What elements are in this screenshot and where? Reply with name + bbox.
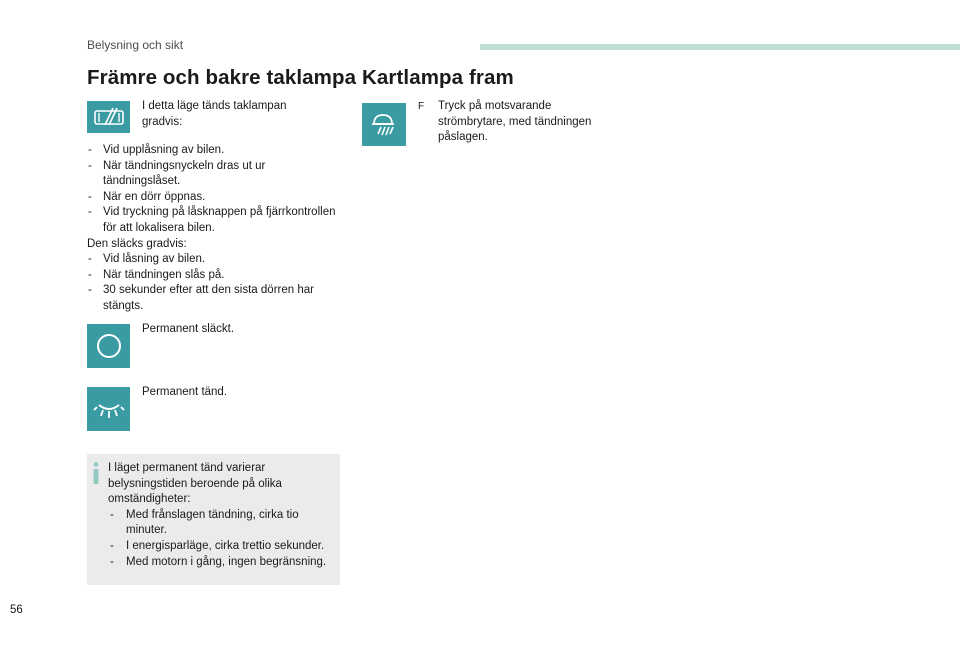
list-item: - 30 sekunder efter att den sista dörren har stängts.	[87, 283, 342, 314]
list-item: - Vid låsning av bilen.	[87, 252, 342, 268]
list-item: - Vid upplåsning av bilen.	[87, 143, 342, 159]
info-text	[108, 461, 340, 570]
list-item: - Vid tryckning på låsknappen på fjärrkontrollen för att lokalisera bilen.	[87, 205, 342, 236]
info-intro: I läget permanent tänd varierar belysningstiden beroende på olika omständigheter:	[108, 462, 282, 506]
section-heading-map-lamp: Kartlampa fram	[362, 66, 514, 89]
map-lamp-text: Tryck på motsvarande strömbrytare, med tändningen påslagen.	[438, 100, 592, 144]
circle-off-icon	[87, 324, 130, 368]
list-item: - När tändningsnyckeln dras ut ur tändningslåset.	[87, 159, 342, 190]
off-heading: Den släcks gradvis:	[87, 237, 187, 250]
lamp-behaviour-list	[87, 143, 342, 315]
page-number: 56	[10, 604, 23, 616]
gradual-dome-lamp-icon	[87, 101, 130, 133]
bullet-marker: F	[418, 101, 425, 112]
info-icon	[91, 462, 101, 484]
list-item: - När tändningen slås på.	[87, 268, 342, 284]
list-item: - När en dörr öppnas.	[87, 190, 342, 206]
list-item: - Med motorn i gång, ingen begränsning.	[108, 555, 340, 571]
off-mode-text: Permanent släckt.	[142, 323, 235, 335]
header-accent-bar	[480, 44, 960, 50]
list-item: - Med frånslagen tändning, cirka tio minuter.	[108, 508, 340, 539]
map-lamp-icon	[362, 103, 406, 146]
intro-text: I detta läge tänds taklampan gradvis:	[142, 100, 287, 128]
lamp-on-icon	[87, 387, 130, 431]
list-item: - I energisparläge, cirka trettio sekunder.	[108, 539, 340, 555]
on-mode-text: Permanent tänd.	[142, 386, 228, 398]
page-title: Främre och bakre taklampa	[87, 66, 357, 89]
section-title: Belysning och sikt	[87, 38, 184, 52]
